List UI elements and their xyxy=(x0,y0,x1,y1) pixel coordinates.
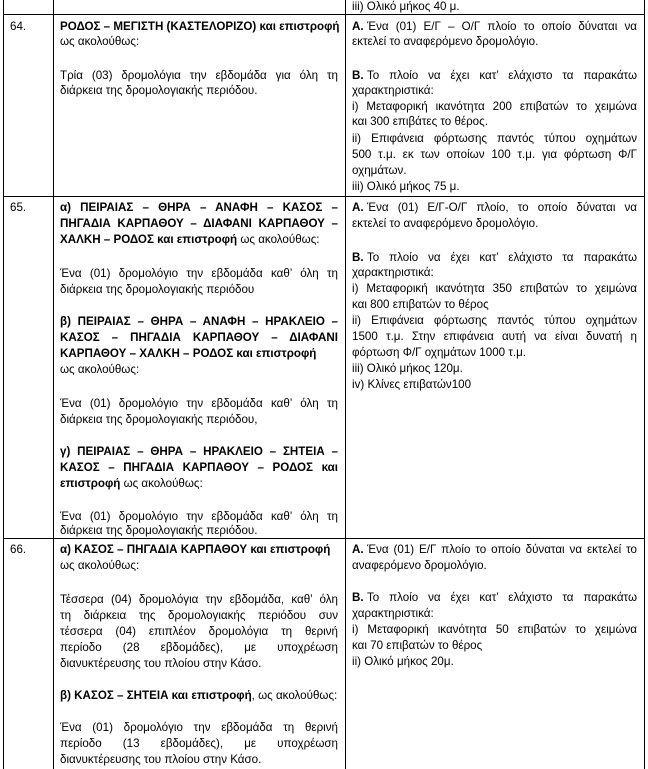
row-66-req-b-label: B. xyxy=(352,591,364,604)
row-64-req-b-label: B. xyxy=(352,69,364,82)
row-66-route-b-line-1: β) ΚΑΣΟΣ – ΣΗΤΕΙΑ και επιστροφή, ως ακολούθως: xyxy=(60,689,338,702)
row-64-req-b-line-2: χαρακτηριστικά: xyxy=(352,84,434,97)
row-64-req-i-line-1: i) Μεταφορική ικανότητα 200 επιβατών το χειμώνα xyxy=(352,100,637,113)
row-64-route xyxy=(60,20,339,34)
row-66-req-a-line-2: αναφερόμενο δρομολόγιο. xyxy=(352,559,487,572)
row-65-route-a-line-3: ΧΑΛΚΗ – ΡΟΔΟΣ και επιστροφή ως ακολούθως: xyxy=(60,233,320,246)
row-64-number: 64. xyxy=(10,20,27,33)
row-65-route-c-line-1: γ) ΠΕΙΡΑΙΑΣ – ΘΗΡΑ – ΗΡΑΚΛΕΙΟ – ΣΗΤΕΙΑ – xyxy=(60,445,338,458)
row-66-req-a-line-1: Ένα (01) Ε/Γ πλοίο το οποίο δύναται να εκτελεί το xyxy=(367,543,637,556)
row-66-route-a-freq-5: διανυκτέρευσης του πλοίου στην Κάσο. xyxy=(60,657,262,670)
row-65-number: 65. xyxy=(10,201,27,214)
row-65-req-ii-line-1: ii) Επιφάνεια φόρτωσης παντός τύπου οχημάτων xyxy=(352,314,637,327)
row-65-req-ii-line-3: φόρτωση Φ/Γ οχημάτων 1000 τ.μ. xyxy=(352,346,527,359)
row-65-req-b-line-2: χαρακτηριστικά: xyxy=(352,266,434,279)
row-divider-64 xyxy=(3,14,644,15)
column-divider-number xyxy=(53,0,54,769)
row-65-route-b-line-1: β) ΠΕΙΡΑΙΑΣ – ΘΗΡΑ – ΑΝΑΦΗ – ΗΡΑΚΛΕΙΟ – xyxy=(60,315,338,328)
table-border-left xyxy=(3,0,4,769)
row-65-req-i-line-1: i) Μεταφορική ικανότητα 350 επιβατών το χειμώνα xyxy=(352,282,637,295)
row-divider-65 xyxy=(3,196,644,197)
row-65-req-b-label: B. xyxy=(352,251,364,264)
row-65-route-a-freq-2: διάρκεια της δρομολογιακής περιόδου xyxy=(60,283,255,296)
row-65-req-a-line-1: Ένα (01) Ε/Γ-Ο/Γ πλοίο, το οποίο δύναται να xyxy=(367,201,637,214)
row-64-req-ii-line-2: 500 τ.μ. εκ των οποίων 100 τ.μ. για φόρτωση Φ/Γ xyxy=(352,148,637,161)
row-65-route-c-line-3: επιστροφή ως ακολούθως: xyxy=(60,477,203,490)
row-66-req-i-line-1: i) Μεταφορική ικανότητα 50 επιβατών το χειμώνα xyxy=(352,623,637,636)
row-65-route-c-line-2: ΚΑΣΟΣ – ΠΗΓΑΔΙΑ ΚΑΡΠΑΘΟΥ – ΡΟΔΟΣ και xyxy=(60,461,338,474)
row-65-route-a-line-1: α) ΠΕΙΡΑΙΑΣ – ΘΗΡΑ – ΑΝΑΦΗ – ΚΑΣΟΣ – xyxy=(60,201,338,214)
row-66-route-b-freq-1: Ένα (01) δρομολόγιο την εβδομάδα τη θερινή xyxy=(60,721,338,734)
row-65-route-b-freq-1: Ένα (01) δρομολόγιο την εβδομάδα καθ’ όλη τη xyxy=(60,397,338,410)
row-66-number: 66. xyxy=(10,543,27,556)
row-65-req-a-line-2: εκτελεί το αναφερόμενο δρομολόγιο. xyxy=(352,217,539,230)
row-65-route-b-line-2: ΚΑΣΟΣ – ΠΗΓΑΔΙΑ ΚΑΡΠΑΘΟΥ – ΔΙΑΦΑΝΙ xyxy=(60,331,338,344)
row-64-route-name: ΡΟΔΟΣ – ΜΕΓΙΣΤΗ (ΚΑΣΤΕΛΟΡΙΖΟ) και επιστροφή xyxy=(60,20,340,33)
row-64-req-i-line-2: και 300 επιβάτες το θέρος. xyxy=(352,115,488,128)
row-64-req-a-label: A. xyxy=(352,20,364,33)
row-64-req-iii: iii) Ολικό μήκος 75 μ. xyxy=(352,180,460,193)
column-divider-requirements xyxy=(345,0,346,769)
row-65-req-i-line-2: και 800 επιβατών το θέρος xyxy=(352,298,489,311)
row-64-req-a-line-1: Ένα (01) Ε/Γ – Ο/Γ πλοίο το οποίο δύναται να xyxy=(367,20,637,33)
row-65-route-b-line-3: ΚΑΡΠΑΘΟΥ – ΧΑΛΚΗ – ΡΟΔΟΣ και επιστροφή xyxy=(60,347,317,360)
row-66-req-a-label: A. xyxy=(352,543,364,556)
row-66-route-a-line-2: ως ακολούθως: xyxy=(60,559,140,572)
row-65-req-a-label: A. xyxy=(352,201,364,214)
row-64-frequency-line-1: Τρία (03) δρομολόγια την εβδομάδα για όλη τη xyxy=(60,69,338,82)
row-66-req-b-line-2: χαρακτηριστικά: xyxy=(352,607,434,620)
carryover-length: iii) Ολικό μήκος 40 μ. xyxy=(352,0,460,13)
row-65-req-b-line-1: Το πλοίο να έχει κατ’ ελάχιστο τα παρακάτω xyxy=(367,251,637,264)
row-65-route-a-freq-1: Ένα (01) δρομολόγιο την εβδομάδα καθ’ όλη τη xyxy=(60,267,338,280)
row-66-route-a-freq-2: τη διάρκεια της δρομολογιακής περιόδου συν xyxy=(60,609,338,622)
row-65-route-c-freq-2: διάρκεια της δρομολογιακής περιόδου. xyxy=(60,524,258,537)
row-65-route-b-line-4: ως ακολούθως: xyxy=(60,363,140,376)
row-64-req-ii-line-3: οχημάτων. xyxy=(352,164,407,177)
row-66-route-a-freq-4: περίοδο (28 εβδομάδες), με υποχρέωση xyxy=(60,641,338,654)
row-66-route-a-line-1: α) ΚΑΣΟΣ – ΠΗΓΑΔΙΑ ΚΑΡΠΑΘΟΥ και επιστροφή xyxy=(60,543,331,556)
row-66-req-b-line-1: Το πλοίο να έχει κατ’ ελάχιστο τα παρακάτω xyxy=(367,591,637,604)
row-66-route-b-freq-2: περίοδο (13 εβδομάδες), με υποχρέωση xyxy=(60,737,338,750)
row-64-req-b-line-1: Το πλοίο να έχει κατ’ ελάχιστο τα παρακάτω xyxy=(367,69,637,82)
row-65-route-a-line-2: ΠΗΓΑΔΙΑ ΚΑΡΠΑΘΟΥ – ΔΙΑΦΑΝΙ ΚΑΡΠΑΘΟΥ – xyxy=(60,217,338,230)
row-66-route-b-freq-3: διανυκτέρευσης του πλοίου στην Κάσο. xyxy=(60,753,262,766)
row-64-req-ii-line-1: ii) Επιφάνεια φόρτωσης παντός τύπου οχημάτων xyxy=(352,132,637,145)
row-65-req-iv: iv) Κλίνες επιβατών100 xyxy=(352,378,472,391)
row-65-req-iii: iii) Ολικό μήκος 120μ. xyxy=(352,362,463,375)
row-65-req-ii-line-2: 1500 τ.μ. Στην επιφάνεια αυτή να είναι δυνατή η xyxy=(352,330,637,343)
row-66-route-a-freq-3: τέσσερα (04) επιπλέον δρομολόγια τη θερινή xyxy=(60,625,338,638)
row-64-frequency-line-2: διάρκεια της δρομολογιακής περιόδου. xyxy=(60,84,258,97)
row-65-route-c-freq-1: Ένα (01) δρομολόγιο την εβδομάδα καθ’ όλη τη xyxy=(60,510,338,523)
row-65-route-b-freq-2: διάρκεια της δρομολογιακής περιόδου, xyxy=(60,413,258,426)
row-66-req-i-line-2: και 70 επιβατών το θέρος xyxy=(352,639,483,652)
row-66-req-ii: ii) Ολικό μήκος 20μ. xyxy=(352,655,454,668)
table-border-right xyxy=(644,0,645,769)
row-64-route-tail: ως ακολούθως: xyxy=(60,35,140,48)
row-divider-66 xyxy=(3,538,644,539)
row-64-req-a-line-2: εκτελεί το αναφερόμενο δρομολόγιο. xyxy=(352,35,539,48)
row-66-route-a-freq-1: Τέσσερα (04) δρομολόγια την εβδομάδα, καθ’ όλη xyxy=(60,593,338,606)
